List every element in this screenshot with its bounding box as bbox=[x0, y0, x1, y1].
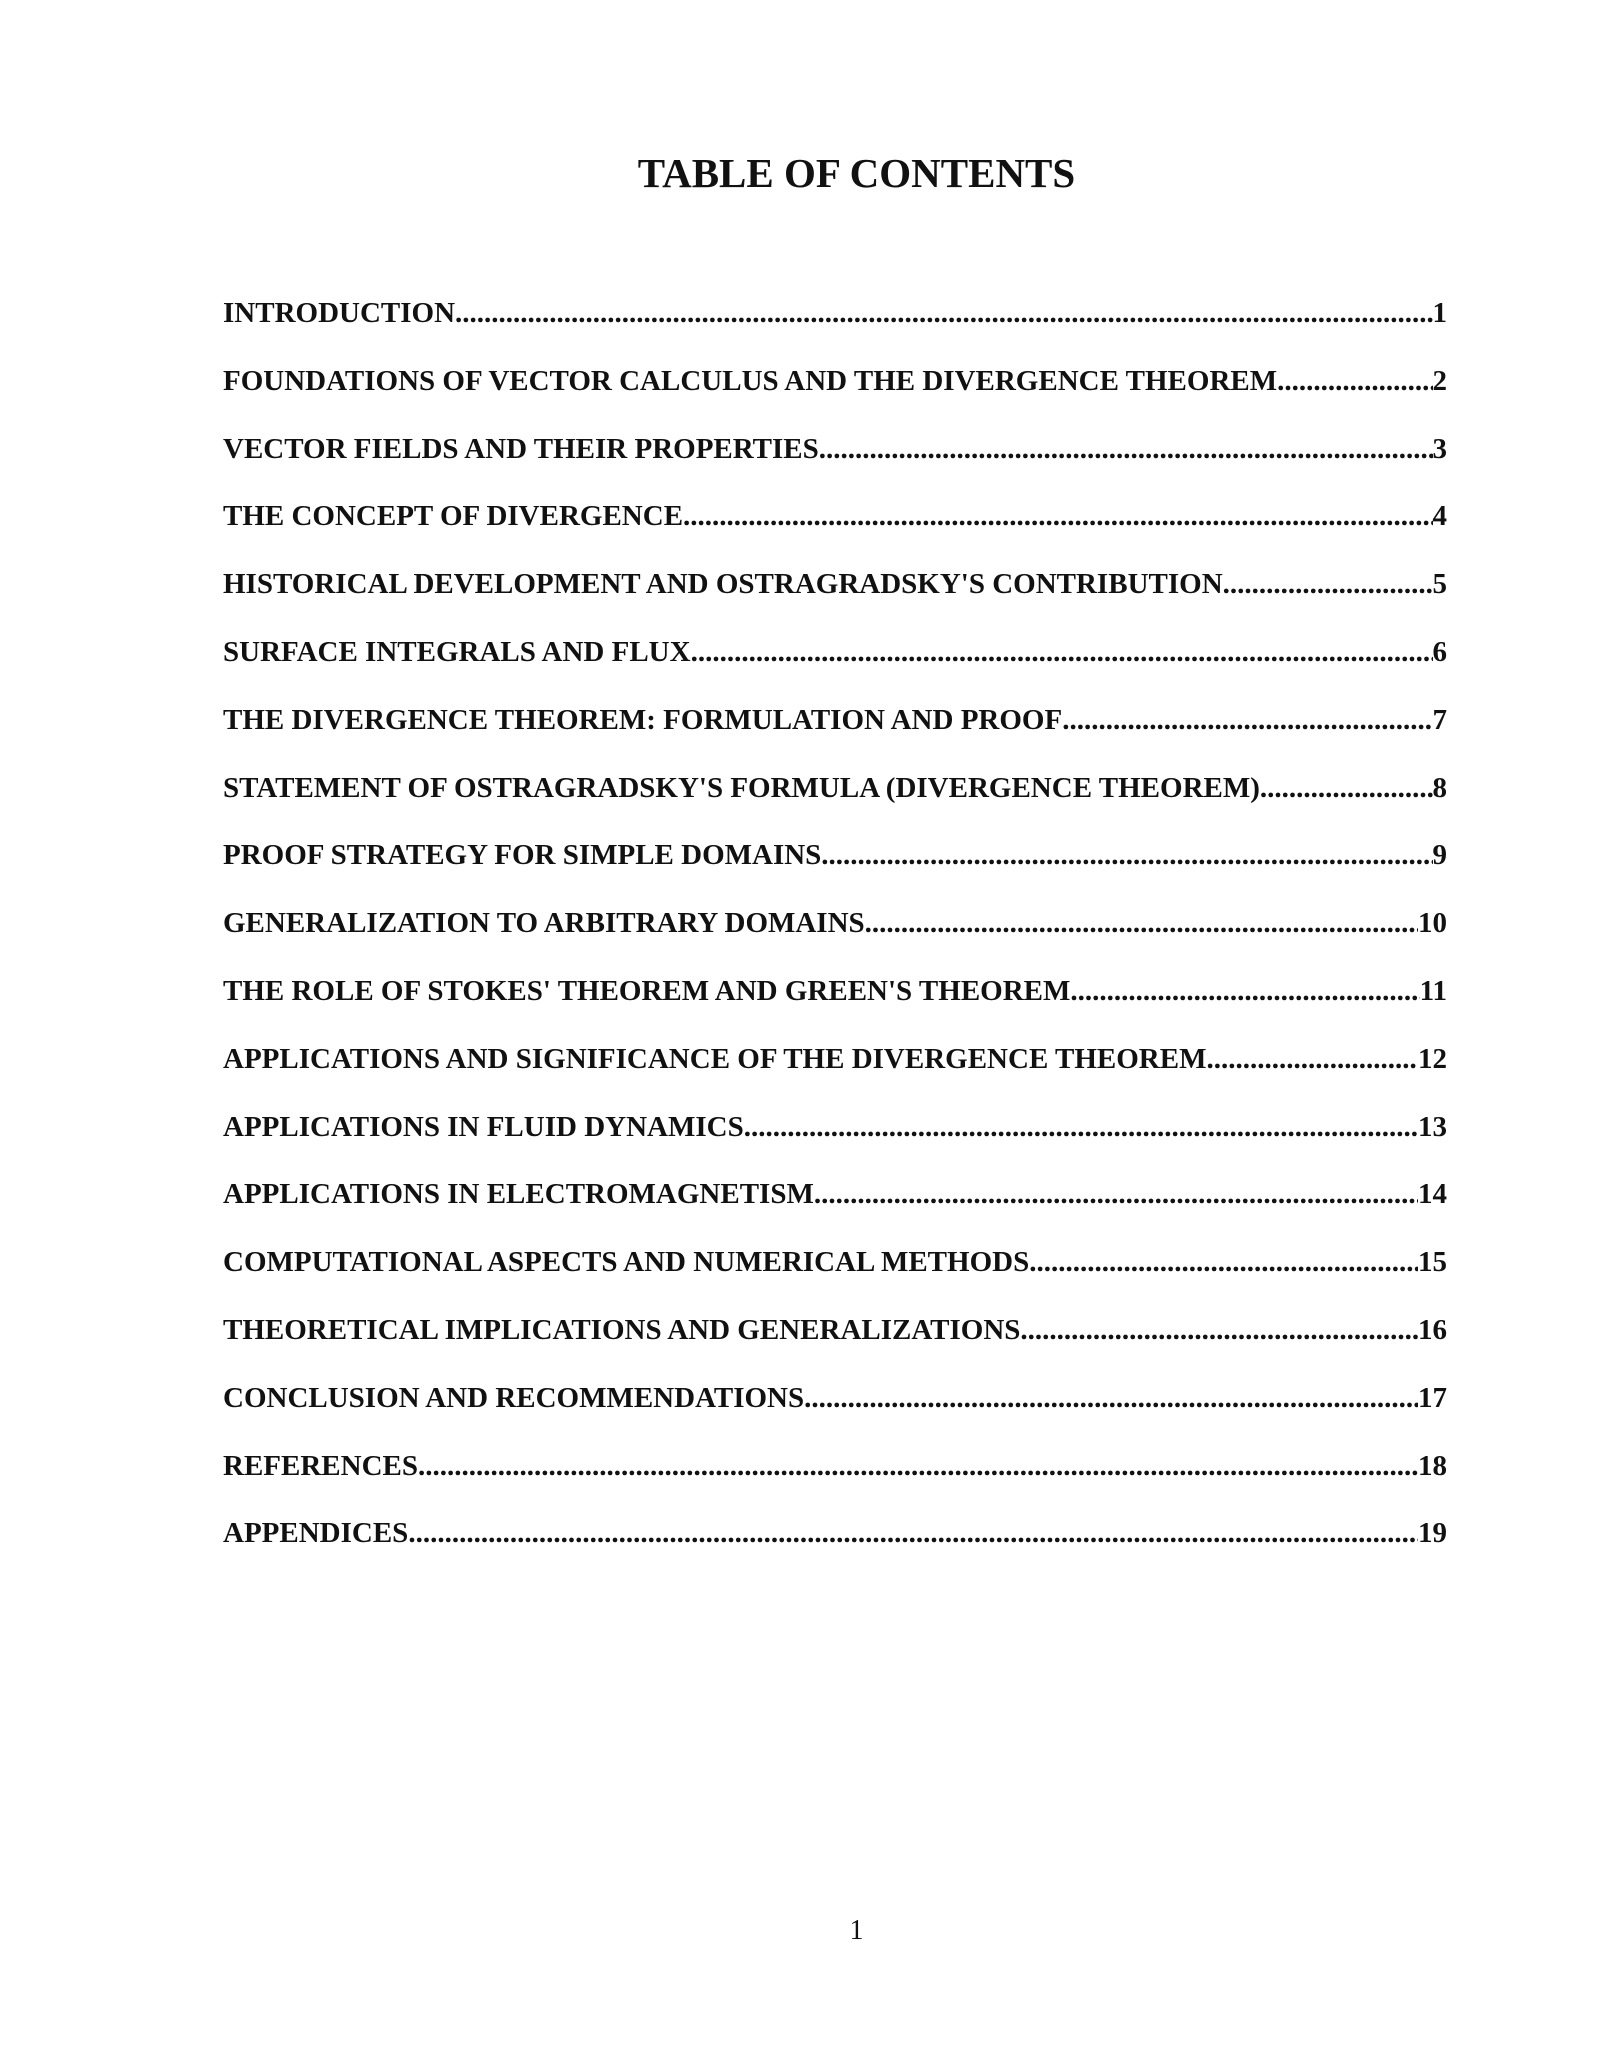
toc-entry-title: APPLICATIONS IN ELECTROMAGNETISM bbox=[223, 1178, 814, 1211]
toc-entry-title: STATEMENT OF OSTRAGRADSKY'S FORMULA (DIVERGENCE THEOREM) bbox=[223, 771, 1260, 804]
toc-entry-title: REFERENCES bbox=[223, 1449, 418, 1482]
toc-entry-page: 4 bbox=[1432, 500, 1447, 533]
toc-entry[interactable] bbox=[223, 561, 1447, 629]
toc-entry-page: 18 bbox=[1418, 1449, 1447, 1482]
toc-entry-title: THE CONCEPT OF DIVERGENCE bbox=[223, 500, 684, 533]
toc-dot-leader bbox=[744, 1104, 1418, 1150]
toc-entry[interactable] bbox=[223, 629, 1447, 697]
toc-entry[interactable] bbox=[223, 1104, 1447, 1172]
toc-entry-page: 3 bbox=[1432, 432, 1447, 465]
toc-dot-leader bbox=[691, 629, 1433, 675]
toc-entry-page: 9 bbox=[1432, 839, 1447, 872]
toc-entry-title: COMPUTATIONAL ASPECTS AND NUMERICAL METHODS bbox=[223, 1246, 1030, 1279]
toc-entry-page: 10 bbox=[1418, 907, 1447, 940]
toc-entry-title: SURFACE INTEGRALS AND FLUX bbox=[223, 635, 691, 668]
toc-entry-page: 19 bbox=[1418, 1517, 1447, 1550]
toc-dot-leader bbox=[1020, 1307, 1418, 1353]
toc-entry-page: 7 bbox=[1432, 703, 1447, 736]
toc-entry-title: INTRODUCTION bbox=[223, 297, 456, 329]
toc-entry[interactable] bbox=[223, 1171, 1447, 1239]
toc-entry[interactable] bbox=[223, 765, 1447, 833]
toc-dot-leader bbox=[683, 493, 1432, 539]
toc-entry-page: 5 bbox=[1432, 568, 1447, 601]
toc-dot-leader bbox=[819, 426, 1433, 472]
toc-dot-leader bbox=[1277, 358, 1432, 404]
toc-entry-title: HISTORICAL DEVELOPMENT AND OSTRAGRADSKY'S CONTRIBUTION bbox=[223, 568, 1223, 601]
toc-entry-page: 15 bbox=[1418, 1246, 1447, 1279]
toc-entry-title: FOUNDATIONS OF VECTOR CALCULUS AND THE DIVERGENCE THEOREM bbox=[223, 364, 1278, 397]
toc-dot-leader bbox=[814, 1171, 1418, 1217]
toc-entry-page: 12 bbox=[1418, 1042, 1447, 1075]
toc-entry-title: THE ROLE OF STOKES' THEOREM AND GREEN'S THEOREM bbox=[223, 974, 1071, 1007]
toc-dot-leader bbox=[1260, 765, 1433, 811]
toc-dot-leader bbox=[804, 1375, 1418, 1421]
toc-entry-page: 14 bbox=[1418, 1178, 1447, 1211]
toc-entry-page: 17 bbox=[1418, 1381, 1447, 1414]
toc-dot-leader bbox=[865, 900, 1418, 946]
toc-entry-page: 1 bbox=[1432, 297, 1447, 329]
toc-dot-leader bbox=[408, 1510, 1418, 1556]
toc-dot-leader bbox=[1223, 561, 1433, 607]
toc-entry-title: THEORETICAL IMPLICATIONS AND GENERALIZATIONS bbox=[223, 1313, 1021, 1346]
page-title: TABLE OF CONTENTS bbox=[637, 150, 1076, 196]
toc-dot-leader bbox=[1206, 1036, 1418, 1082]
toc-entry-title: THE DIVERGENCE THEOREM: FORMULATION AND PROOF bbox=[223, 703, 1063, 736]
toc-entry-title: APPLICATIONS IN FLUID DYNAMICS bbox=[223, 1110, 744, 1143]
toc-entry-page: 6 bbox=[1432, 635, 1447, 668]
toc-dot-leader bbox=[1029, 1239, 1418, 1285]
toc-entry-title: APPENDICES bbox=[223, 1517, 409, 1550]
toc-entry-title: APPLICATIONS AND SIGNIFICANCE OF THE DIVERGENCE THEOREM bbox=[223, 1042, 1207, 1075]
toc-dot-leader bbox=[821, 832, 1432, 878]
toc-entry[interactable] bbox=[223, 697, 1447, 765]
toc-entry[interactable] bbox=[223, 290, 1447, 358]
toc-dot-leader bbox=[455, 290, 1432, 336]
page-number: 1 bbox=[849, 1915, 864, 1946]
toc-entry-page: 11 bbox=[1419, 974, 1447, 1007]
toc-entry[interactable] bbox=[223, 1307, 1447, 1375]
toc-entry-page: 2 bbox=[1432, 364, 1447, 397]
toc-entry-title: CONCLUSION AND RECOMMENDATIONS bbox=[223, 1381, 805, 1414]
toc-entry-title: VECTOR FIELDS AND THEIR PROPERTIES bbox=[223, 432, 819, 465]
toc-entry-page: 16 bbox=[1418, 1313, 1447, 1346]
toc-entry[interactable] bbox=[223, 1036, 1447, 1104]
toc-dot-leader bbox=[1062, 697, 1432, 743]
toc-entry[interactable] bbox=[223, 1375, 1447, 1443]
toc-dot-leader bbox=[418, 1443, 1418, 1489]
toc-entry[interactable] bbox=[223, 900, 1447, 968]
table-of-contents bbox=[223, 290, 1447, 1578]
toc-entry[interactable] bbox=[223, 1510, 1447, 1578]
toc-entry-page: 8 bbox=[1432, 771, 1447, 804]
toc-entry-page: 13 bbox=[1418, 1110, 1447, 1143]
toc-entry[interactable] bbox=[223, 493, 1447, 561]
toc-entry[interactable] bbox=[223, 1443, 1447, 1511]
toc-entry-title: PROOF STRATEGY FOR SIMPLE DOMAINS bbox=[223, 839, 822, 872]
toc-entry[interactable] bbox=[223, 426, 1447, 494]
toc-entry[interactable] bbox=[223, 1239, 1447, 1307]
toc-entry[interactable] bbox=[223, 358, 1447, 426]
toc-dot-leader bbox=[1070, 968, 1419, 1014]
toc-entry-title: GENERALIZATION TO ARBITRARY DOMAINS bbox=[223, 907, 865, 940]
toc-entry[interactable] bbox=[223, 968, 1447, 1036]
toc-entry[interactable] bbox=[223, 832, 1447, 900]
